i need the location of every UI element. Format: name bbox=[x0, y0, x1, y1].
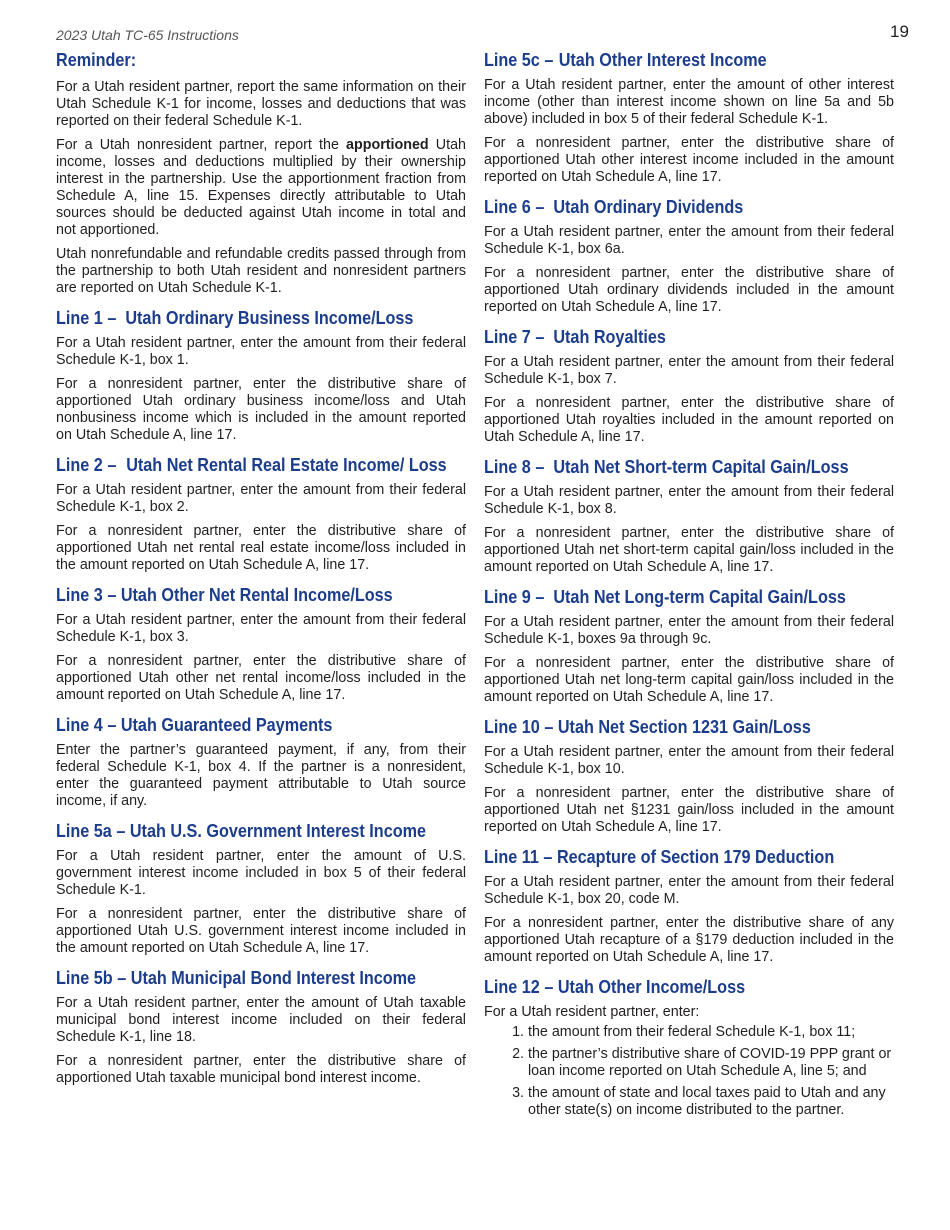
line-title: Utah Royalties bbox=[553, 327, 666, 347]
paragraph: For a Utah resident partner, enter the amount from their federal Schedule K-1, boxes 9a through 9c. bbox=[484, 614, 894, 647]
section-heading bbox=[56, 455, 466, 476]
paragraph: For a Utah resident partner, enter the amount from their federal Schedule K-1, box 2. bbox=[56, 482, 466, 515]
section-line-5c bbox=[484, 50, 894, 186]
line-code: Line 8 – bbox=[484, 457, 545, 477]
section-heading bbox=[56, 715, 466, 736]
paragraph: For a nonresident partner, enter the distributive share of apportioned Utah royalties included in the amount reported on Utah Schedule A, line 17. bbox=[484, 395, 894, 445]
section-line-12 bbox=[484, 977, 894, 1119]
section-line-2 bbox=[56, 455, 466, 574]
paragraph: For a nonresident partner, enter the distributive share of apportioned Utah U.S. government interest income included in the amount reported on Utah Schedule A, line 17. bbox=[56, 906, 466, 956]
section-heading bbox=[56, 585, 466, 606]
line-title: Utah Net Short-term Capital Gain/Loss bbox=[553, 457, 849, 477]
paragraph: For a Utah resident partner, enter: bbox=[484, 1004, 700, 1020]
section-line-10 bbox=[484, 717, 894, 836]
paragraph: For a nonresident partner, enter the distributive share of apportioned Utah net short-term capital gain/loss included in the amount reported on Utah Schedule A, line 17. bbox=[484, 525, 894, 575]
line-code: Line 12 – bbox=[484, 977, 554, 997]
line-code: Line 6 – bbox=[484, 197, 545, 217]
list-item: 3. the amount of state and local taxes paid to Utah and any other state(s) on income distributed to the partner. bbox=[528, 1085, 894, 1119]
section-line-6 bbox=[484, 197, 894, 316]
paragraph: For a nonresident partner, enter the distributive share of any apportioned Utah recapture of a §179 deduction included in the amount reported on Utah Schedule A, line 17. bbox=[484, 915, 894, 965]
paragraph: For a nonresident partner, enter the distributive share of apportioned Utah ordinary business income/loss and Utah nonbusiness income which is included in the amount reported on Utah Schedule A, line 17. bbox=[56, 376, 466, 443]
paragraph: Utah nonrefundable and refundable credits passed through from the partnership to both Utah resident and nonresident partners are reported on Utah Schedule K-1. bbox=[56, 246, 466, 296]
line-title: Recapture of Section 179 Deduction bbox=[556, 847, 835, 867]
paragraph: For a nonresident partner, enter the distributive share of apportioned Utah net long-term capital gain/loss included in the amount reported on Utah Schedule A, line 17. bbox=[484, 655, 894, 705]
line-code: Line 2 – bbox=[56, 455, 117, 475]
section-line-1 bbox=[56, 308, 466, 444]
section-heading bbox=[484, 197, 894, 218]
paragraph: For a Utah resident partner, enter the amount of Utah taxable municipal bond interest income included on their federal Schedule K-1, line 18. bbox=[56, 995, 466, 1045]
numbered-list bbox=[484, 1024, 894, 1119]
section-heading bbox=[484, 847, 894, 868]
paragraph: For a Utah resident partner, enter the amount from their federal Schedule K-1, box 10. bbox=[484, 744, 894, 777]
section-heading bbox=[484, 717, 894, 738]
line-title: Utah Other Income/Loss bbox=[557, 977, 746, 997]
section-line-3 bbox=[56, 585, 466, 704]
line-code: Line 10 – bbox=[484, 717, 554, 737]
line-title: Utah Other Net Rental Income/Loss bbox=[120, 585, 393, 605]
line-code: Line 4 – bbox=[56, 715, 117, 735]
line-title: Utah Net Section 1231 Gain/Loss bbox=[557, 717, 811, 737]
page-number: 19 bbox=[890, 22, 909, 41]
paragraph: For a Utah resident partner, report the same information on their Utah Schedule K-1 for income, losses and deductions that was reported on their federal Schedule K-1. bbox=[56, 79, 466, 129]
section-line-5b bbox=[56, 968, 466, 1087]
line-title: Utah Other Interest Income bbox=[558, 50, 767, 70]
line-title: Utah Ordinary Dividends bbox=[553, 197, 744, 217]
line-title: Utah Net Long-term Capital Gain/Loss bbox=[553, 587, 846, 607]
section-heading bbox=[484, 327, 894, 348]
section-heading bbox=[56, 308, 466, 329]
section-heading bbox=[56, 968, 466, 989]
list-item: 1. the amount from their federal Schedule K-1, box 11; bbox=[528, 1024, 894, 1041]
running-head: 2023 Utah TC-65 Instructions bbox=[56, 27, 239, 43]
right-column bbox=[484, 50, 894, 1124]
line-title: Utah Ordinary Business Income/Loss bbox=[125, 308, 414, 328]
paragraph: For a Utah resident partner, enter the amount from their federal Schedule K-1, box 20, code M. bbox=[484, 874, 894, 907]
paragraph: For a nonresident partner, enter the distributive share of apportioned Utah net §1231 gain/loss included in the amount reported on Utah Schedule A, line 17. bbox=[484, 785, 894, 835]
left-column bbox=[56, 50, 466, 1094]
paragraph: For a nonresident partner, enter the distributive share of apportioned Utah ordinary dividends included in the amount reported on Utah Schedule A, line 17. bbox=[484, 265, 894, 315]
paragraph: For a Utah resident partner, enter the amount from their federal Schedule K-1, box 7. bbox=[484, 354, 894, 387]
section-heading bbox=[56, 821, 466, 842]
line-code: Line 5a – bbox=[56, 821, 126, 841]
paragraph: For a Utah resident partner, enter the amount from their federal Schedule K-1, box 8. bbox=[484, 484, 894, 517]
line-code: Line 11 – bbox=[484, 847, 553, 867]
section-line-4 bbox=[56, 715, 466, 810]
paragraph: For a Utah resident partner, enter the amount from their federal Schedule K-1, box 6a. bbox=[484, 224, 894, 257]
line-title: Utah U.S. Government Interest Income bbox=[129, 821, 427, 841]
paragraph-apportioned: For a Utah nonresident partner, report the apportioned Utah income, losses and deductions multiplied by their ownership interest in the partnership. Use the apportionment fraction from Schedule A, line 15. Expenses directly attributable to Utah sources should be deducted against Utah income in total and not apportioned. bbox=[56, 137, 467, 238]
paragraph: For a Utah resident partner, enter the amount from their federal Schedule K-1, box 1. bbox=[56, 335, 466, 368]
line-title: Utah Guaranteed Payments bbox=[120, 715, 333, 735]
paragraph: For a nonresident partner, enter the distributive share of apportioned Utah other net rental income/loss included in the amount reported on Utah Schedule A, line 17. bbox=[56, 653, 466, 703]
section-line-11 bbox=[484, 847, 894, 966]
section-line-5a bbox=[56, 821, 466, 957]
line-code: Line 1 – bbox=[56, 308, 117, 328]
paragraph: For a nonresident partner, enter the distributive share of apportioned Utah other interest income included in the amount reported on Utah Schedule A, line 17. bbox=[484, 135, 894, 185]
line-title: Utah Municipal Bond Interest Income bbox=[130, 968, 417, 988]
line-code: Line 5b – bbox=[56, 968, 127, 988]
paragraph: For a Utah resident partner, enter the amount of other interest income (other than interest income shown on line 5a and 5b above) included in box 5 of their federal Schedule K-1. bbox=[484, 77, 894, 127]
paragraph: For a nonresident partner, enter the distributive share of apportioned Utah taxable municipal bond interest income. bbox=[56, 1053, 466, 1086]
paragraph: For a Utah resident partner, enter the amount from their federal Schedule K-1, box 3. bbox=[56, 612, 466, 645]
section-reminder bbox=[56, 50, 466, 297]
section-heading bbox=[484, 587, 894, 608]
section-heading: Reminder: bbox=[56, 50, 137, 70]
line-code: Line 3 – bbox=[56, 585, 117, 605]
line-code: Line 7 – bbox=[484, 327, 545, 347]
line-code: Line 9 – bbox=[484, 587, 545, 607]
section-heading bbox=[484, 977, 894, 998]
section-line-9 bbox=[484, 587, 894, 706]
list-item: 2. the partner’s distributive share of COVID-19 PPP grant or loan income reported on Utah Schedule A, line 5; and bbox=[528, 1046, 894, 1080]
paragraph: For a Utah resident partner, enter the amount of U.S. government interest income included in box 5 of their federal Schedule K-1. bbox=[56, 848, 466, 898]
paragraph: For a nonresident partner, enter the distributive share of apportioned Utah net rental real estate income/loss included in the amount reported on Utah Schedule A, line 17. bbox=[56, 523, 466, 573]
line-title: Utah Net Rental Real Estate Income/ Loss bbox=[126, 455, 447, 475]
line-code: Line 5c – bbox=[484, 50, 554, 70]
section-line-8 bbox=[484, 457, 894, 576]
section-heading bbox=[484, 457, 894, 478]
paragraph: Enter the partner’s guaranteed payment, if any, from their federal Schedule K-1, box 4. If the partner is a nonresident, enter the guaranteed payment attributable to Utah source income, if any. bbox=[56, 742, 466, 809]
section-heading bbox=[484, 50, 894, 71]
section-line-7 bbox=[484, 327, 894, 446]
